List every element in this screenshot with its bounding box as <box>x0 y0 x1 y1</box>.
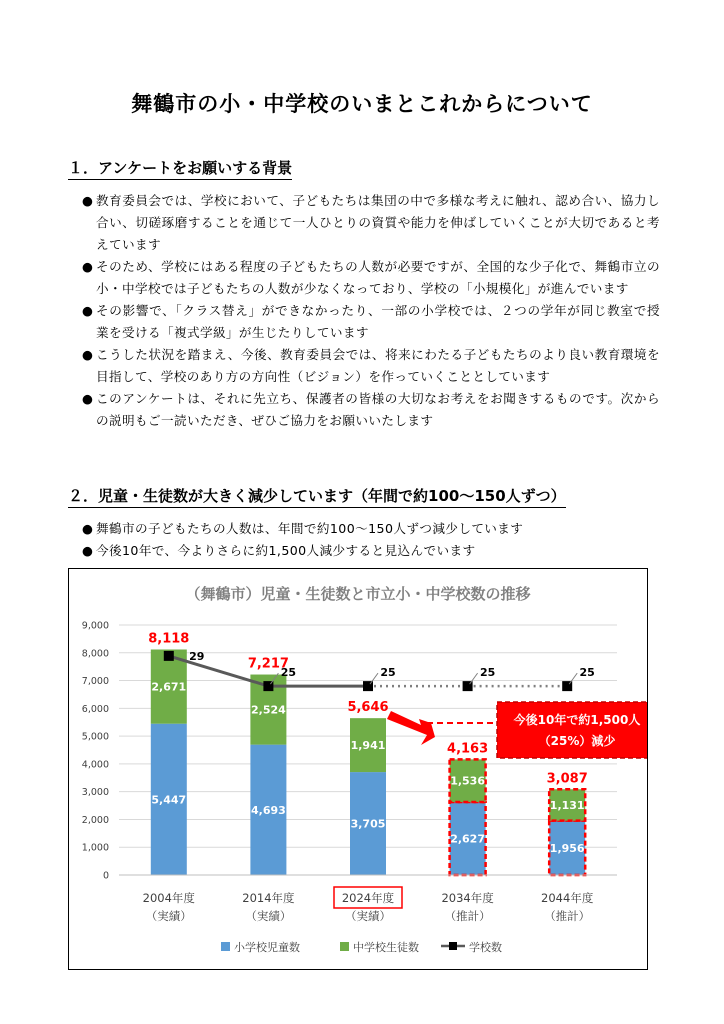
category-note-label: （実績） <box>345 909 391 923</box>
total-value-label: 7,217 <box>247 656 289 672</box>
annotation-box <box>497 702 647 758</box>
school-count-label: 25 <box>579 666 595 680</box>
total-value-label: 3,087 <box>546 771 588 787</box>
bullet-text: 今後10年で、今よりさらに約1,500人減少すると見込んでいます <box>96 543 476 558</box>
section-1-heading: １．アンケートをお願いする背景 <box>68 157 292 180</box>
total-value-label: 5,646 <box>347 700 389 716</box>
bar-value-label: 5,447 <box>151 793 187 807</box>
bullet-text: その影響で、「クラス替え」ができなかったり、一部の小学校では、２つの学年が同じ教室で授業を受ける「複式学級」が生じたりしています <box>96 303 660 340</box>
legend-label: 中学校生徒数 <box>353 941 419 954</box>
annotation-text: 今後10年で約1,500人 <box>513 713 641 727</box>
bullet-text: そのため、学校にはある程度の子どもたちの人数が必要ですが、全国的な少子化で、舞鶴市立の小・中学校では子どもたちの人数が少なくなっており、学校の「小規模化」が進んでいます <box>96 259 660 296</box>
bullet-icon: ● <box>82 391 94 406</box>
legend-label: 学校数 <box>469 941 502 954</box>
y-tick-label: 6,000 <box>81 703 109 715</box>
y-tick-label: 5,000 <box>81 731 109 743</box>
bullet-item <box>82 540 660 562</box>
bar-value-label: 4,693 <box>251 803 286 817</box>
chart-canvas <box>69 569 647 969</box>
y-tick-label: 9,000 <box>81 620 109 632</box>
bar-value-label: 2,524 <box>251 703 286 717</box>
category-label: 2014年度 <box>242 891 295 905</box>
section-1-bullet-list <box>82 190 660 432</box>
bar-value-label: 3,705 <box>350 817 386 831</box>
y-tick-label: 0 <box>102 870 109 882</box>
bar-value-label: 2,671 <box>151 680 187 694</box>
bar-value-label: 1,941 <box>350 739 386 753</box>
y-tick-label: 1,000 <box>81 842 109 854</box>
y-tick-label: 4,000 <box>81 759 109 771</box>
bullet-text: このアンケートは、それに先立ち、保護者の皆様の大切なお考えをお聞きするものです。次からの説明もご一読いただき、ぜひご協力をお願いいたします <box>96 391 660 428</box>
legend-swatch-junior-high <box>340 942 349 951</box>
bar-value-label: 1,536 <box>450 774 485 788</box>
school-count-leader <box>569 673 577 684</box>
section-2-bullet-list <box>82 518 660 562</box>
y-tick-label: 7,000 <box>81 676 109 688</box>
school-count-leader <box>470 673 478 684</box>
y-tick-label: 2,000 <box>81 814 109 826</box>
bullet-item <box>82 518 660 540</box>
category-note-label: （実績） <box>245 909 292 923</box>
legend-swatch-elementary <box>221 942 230 951</box>
total-value-label: 8,118 <box>148 631 190 647</box>
school-count-label: 25 <box>479 666 496 680</box>
bullet-icon: ● <box>82 521 94 536</box>
category-note-label: （推計） <box>444 909 491 923</box>
category-label: 2034年度 <box>441 891 494 905</box>
category-label: 2004年度 <box>142 891 195 905</box>
legend-label: 小学校児童数 <box>234 941 300 954</box>
bullet-item <box>82 256 660 300</box>
category-label: 2044年度 <box>541 891 594 905</box>
y-tick-label: 8,000 <box>81 648 109 660</box>
school-count-marker <box>164 651 174 661</box>
student-trend-chart <box>68 568 648 970</box>
bullet-item <box>82 300 660 344</box>
bullet-text: 舞鶴市の子どもたちの人数は、年間で約100～150人ずつ減少しています <box>96 521 524 536</box>
bar-value-label: 2,627 <box>450 832 485 846</box>
legend-marker-swatch <box>449 942 457 950</box>
school-count-label: 29 <box>189 649 205 663</box>
page-title: 舞鶴市の小・中学校のいまとこれからについて <box>131 92 593 116</box>
decrease-arrow-icon <box>387 711 435 745</box>
bullet-icon: ● <box>82 347 94 362</box>
chart-title: （舞鶴市）児童・生徒数と市立小・中学校数の推移 <box>185 585 531 603</box>
bar-value-label: 1,956 <box>549 841 585 855</box>
y-tick-label: 3,000 <box>81 787 109 799</box>
annotation-text: （25%）減少 <box>538 734 616 748</box>
category-note-label: （推計） <box>544 909 591 923</box>
school-count-leader <box>370 673 378 684</box>
school-count-label: 25 <box>280 666 297 680</box>
total-value-label: 4,163 <box>447 741 489 757</box>
bullet-icon: ● <box>82 543 94 558</box>
bullet-icon: ● <box>82 303 94 318</box>
bar-value-label: 1,131 <box>549 798 585 812</box>
category-label: 2024年度 <box>341 891 395 905</box>
bullet-text: 教育委員会では、学校において、子どもたちは集団の中で多様な考えに触れ、認め合い、協力し合い、切磋琢磨することを通じて一人ひとりの資質や能力を伸ばしていくことが大切であると考えています <box>96 193 660 252</box>
bullet-item <box>82 388 660 432</box>
bullet-icon: ● <box>82 193 94 208</box>
bullet-icon: ● <box>82 259 94 274</box>
school-count-label: 25 <box>380 666 396 680</box>
category-note-label: （実績） <box>145 909 192 923</box>
bullet-text: こうした状況を踏まえ、今後、教育委員会では、将来にわたる子どもたちのより良い教育環境を目指して、学校のあり方の方向性（ビジョン）を作っていくこととしています <box>96 347 660 384</box>
bullet-item <box>82 344 660 388</box>
section-2-heading: ２．児童・生徒数が大きく減少しています（年間で約100～150人ずつ） <box>68 485 566 508</box>
bullet-item <box>82 190 660 256</box>
